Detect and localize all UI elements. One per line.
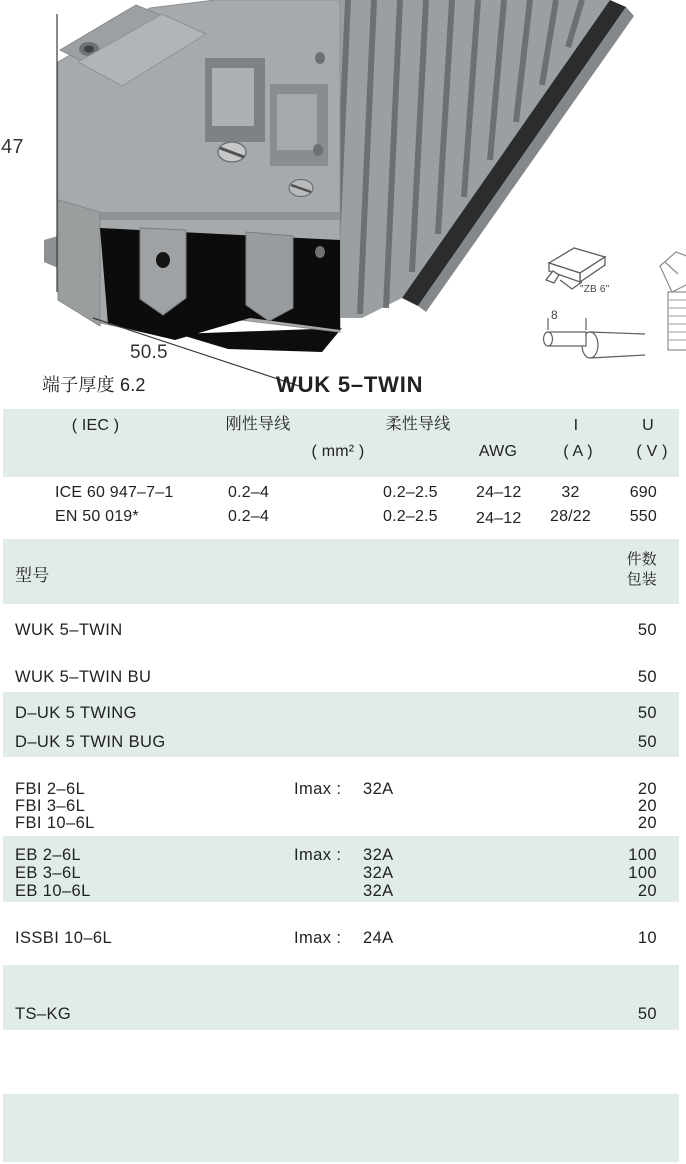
- empty-bottom-band: [3, 1094, 679, 1162]
- spec-col-flexible: 柔性导线: [385, 416, 451, 433]
- model-name: FBI 10–6L: [15, 814, 95, 832]
- imax-value: 32A: [363, 780, 394, 798]
- imax-label: Imax :: [294, 846, 342, 864]
- model-name: WUK 5–TWIN BU: [15, 668, 152, 686]
- model-name: WUK 5–TWIN: [15, 621, 123, 639]
- model-name: TS–KG: [15, 1005, 72, 1023]
- terminal-block-body: [44, 0, 634, 352]
- model-name: EB 2–6L: [15, 846, 82, 864]
- pack-qty: 100: [628, 864, 657, 882]
- model-name: D–UK 5 TWIN BUG: [15, 733, 166, 751]
- pack-qty: 50: [637, 668, 657, 686]
- imax-value: 32A: [363, 864, 394, 882]
- spec-col-awg: AWG: [478, 443, 518, 460]
- model-name: FBI 2–6L: [15, 780, 86, 798]
- imax-label: Imax :: [294, 929, 342, 947]
- qty-column-header-line2: 包装: [626, 571, 657, 588]
- model-column-header: 型号: [15, 566, 50, 585]
- wire-ferrule-icon: [544, 318, 646, 358]
- pack-qty: 100: [628, 846, 657, 864]
- pack-qty: 20: [637, 797, 657, 815]
- pack-qty: 50: [637, 704, 657, 722]
- spec-col-standard: ( IEC ): [71, 417, 120, 434]
- product-photo-illustration: [0, 0, 686, 405]
- pack-qty: 10: [637, 929, 657, 947]
- spec-col-rigid: 刚性导线: [225, 416, 291, 433]
- spec-col-mm2-unit: ( mm² ): [311, 443, 365, 460]
- spec-voltage-value: 550: [629, 508, 657, 525]
- pack-qty: 20: [637, 780, 657, 798]
- product-title: WUK 5–TWIN: [276, 372, 424, 397]
- pack-qty: 20: [637, 882, 657, 900]
- pack-qty: 50: [637, 621, 657, 639]
- zb6-marker-label: "ZB 6": [580, 284, 610, 295]
- spec-col-current-unit: ( A ): [563, 443, 593, 460]
- spec-col-voltage-unit: ( V ): [636, 443, 668, 460]
- model-name: FBI 3–6L: [15, 797, 86, 815]
- model-name: EB 3–6L: [15, 864, 82, 882]
- pack-qty: 50: [637, 733, 657, 751]
- imax-value: 32A: [363, 846, 394, 864]
- thickness-note: 端子厚度 6.2: [42, 375, 146, 395]
- spec-current-value: 32: [561, 484, 580, 501]
- spec-flexible-range: 0.2–2.5: [383, 484, 438, 501]
- zb6-marker-icon: [546, 248, 605, 289]
- spec-standard: ICE 60 947–7–1: [55, 484, 174, 501]
- spec-col-current-symbol: I: [573, 417, 579, 434]
- screw-icon: [660, 252, 686, 350]
- spec-standard: EN 50 019*: [55, 508, 139, 525]
- dim-height-label: 47: [1, 136, 24, 158]
- model-name: D–UK 5 TWING: [15, 704, 137, 722]
- spec-awg-range: 24–12: [476, 484, 522, 501]
- spec-voltage-value: 690: [629, 484, 657, 501]
- spec-col-voltage-symbol: U: [642, 417, 654, 434]
- spec-awg-range: 24–12: [476, 510, 522, 527]
- strip-length-label: 8: [551, 308, 558, 322]
- pack-qty: 20: [637, 814, 657, 832]
- imax-value: 32A: [363, 882, 394, 900]
- pack-qty: 50: [637, 1005, 657, 1023]
- dim-width-label: 50.5: [130, 342, 168, 363]
- spec-rigid-range: 0.2–4: [228, 484, 270, 501]
- order-header-band: [3, 539, 679, 604]
- model-name: ISSBI 10–6L: [15, 929, 113, 947]
- qty-column-header-line1: 件数: [626, 551, 657, 568]
- imax-label: Imax :: [294, 780, 342, 798]
- spec-current-value: 28/22: [549, 508, 592, 525]
- imax-value: 24A: [363, 929, 394, 947]
- model-name: EB 10–6L: [15, 882, 91, 900]
- spec-rigid-range: 0.2–4: [228, 508, 270, 525]
- spec-flexible-range: 0.2–2.5: [383, 508, 438, 525]
- shaded-row-band: [3, 965, 679, 1030]
